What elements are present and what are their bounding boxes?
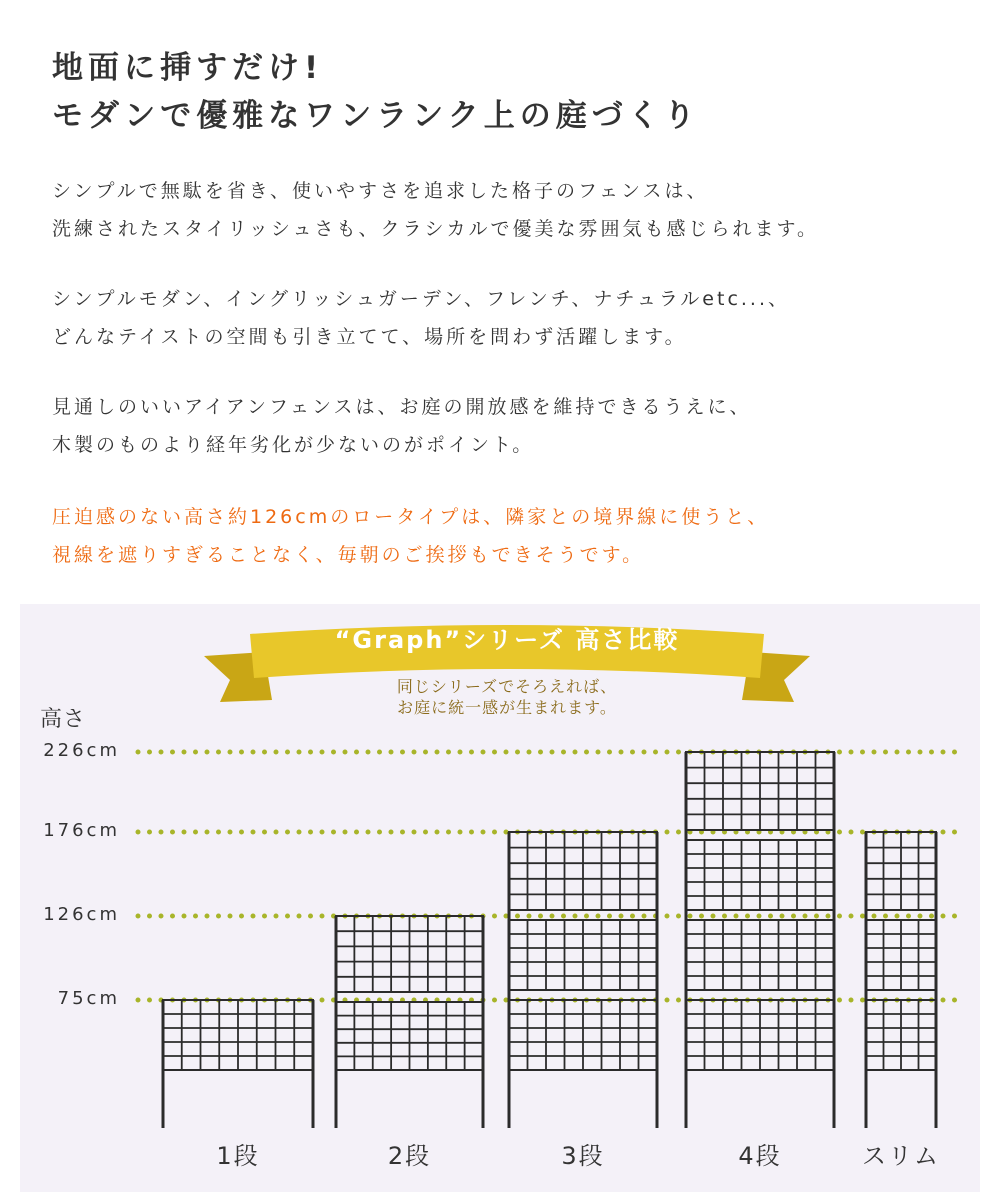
category-label: 4段 — [738, 1142, 782, 1170]
banner-subtitle-line: 同じシリーズでそろえれば、 — [396, 677, 618, 696]
y-tick-label: 75cm — [57, 988, 120, 1009]
y-tick-label: 176cm — [43, 820, 120, 841]
paragraph-line: どんなテイストの空間も引き立てて、場所を問わず活躍します。 — [52, 326, 687, 348]
paragraph-line: 見通しのいいアイアンフェンスは、お庭の開放感を維持できるうえに、 — [52, 396, 752, 418]
y-tick-label: 226cm — [43, 740, 120, 761]
headline-line-2: モダンで優雅なワンランク上の庭づくり — [52, 98, 700, 134]
paragraph-line: 視線を遮りすぎることなく、毎朝のご挨拶もできそうです。 — [52, 544, 645, 566]
paragraph-line: 圧迫感のない高さ約126cmのロータイプは、隣家との境界線に使うと、 — [52, 506, 770, 528]
y-axis-label: 高さ — [40, 707, 87, 732]
paragraph-line: 洗練されたスタイリッシュさも、クラシカルで優美な雰囲気も感じられます。 — [52, 218, 819, 240]
paragraph-line: シンプルで無駄を省き、使いやすさを追求した格子のフェンスは、 — [52, 180, 709, 202]
paragraph-line: 木製のものより経年劣化が少ないのがポイント。 — [52, 434, 535, 456]
category-label: 2段 — [387, 1142, 432, 1170]
category-label: スリム — [862, 1142, 940, 1170]
category-label: 3段 — [561, 1142, 605, 1170]
category-label: 1段 — [216, 1142, 260, 1170]
headline-line-1: 地面に挿すだけ! — [52, 50, 324, 86]
y-tick-label: 126cm — [43, 904, 120, 925]
banner-title: “Graph”シリーズ 高さ比較 — [334, 626, 680, 654]
banner-subtitle-line: お庭に統一感が生まれます。 — [397, 698, 617, 717]
paragraph-line: シンプルモダン、イングリッシュガーデン、フレンチ、ナチュラルetc...、 — [52, 288, 791, 310]
